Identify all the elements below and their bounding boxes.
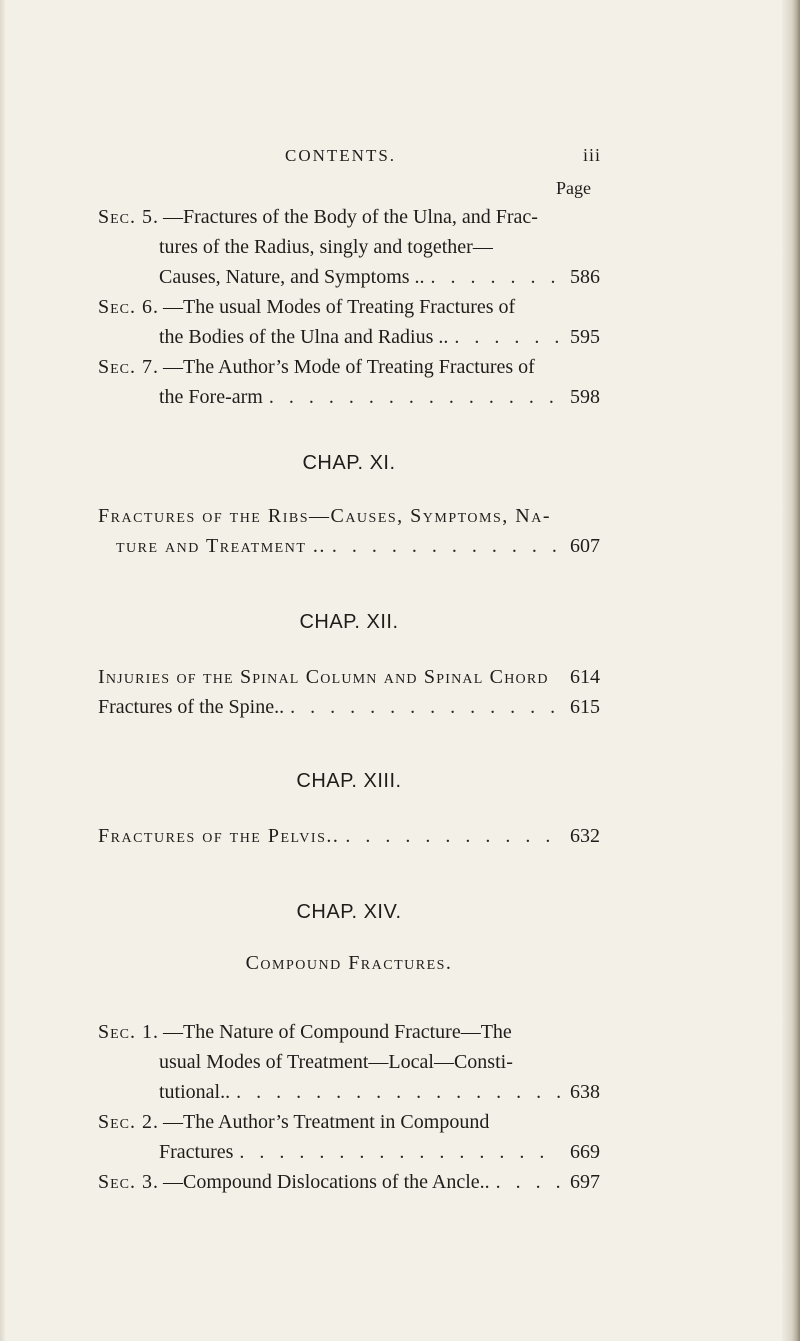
chapter-13 [98, 770, 600, 851]
page-number: 586 [570, 266, 600, 288]
entry-text: ture and Treatment .. [116, 535, 326, 557]
entry-text: —The Author’s Treatment in Compound [163, 1111, 490, 1133]
dot-leader [332, 531, 560, 561]
toc-entry-compound-sec-1 [98, 1017, 600, 1107]
running-title: CONTENTS. [285, 146, 397, 165]
page-edge-left [0, 0, 6, 1341]
dot-leader [269, 382, 560, 412]
dot-leader [236, 1077, 560, 1107]
toc-entry-sec-5 [98, 202, 600, 292]
dot-leader [454, 322, 560, 352]
entry-text: —The Author’s Mode of Treating Fractures of [163, 356, 535, 378]
entry-text: —The Nature of Compound Fracture—The [163, 1021, 512, 1043]
page-edge-right [782, 0, 800, 1341]
page-number: 669 [570, 1141, 600, 1163]
chapter-14 [98, 901, 600, 1197]
page-header [0, 146, 800, 176]
dot-leader [290, 692, 560, 722]
chapter-12 [98, 611, 600, 722]
page-number: 697 [570, 1171, 600, 1193]
section-label: Sec. 3. [98, 1171, 160, 1193]
chapter-11 [98, 452, 600, 561]
toc-entry-spine [98, 692, 600, 722]
table-of-contents [98, 202, 600, 1197]
chapter-subject: Compound Fractures. [245, 952, 453, 974]
entry-text: Fractures [159, 1141, 234, 1163]
section-label: Sec. 6. [98, 296, 160, 318]
entry-text: —Fractures of the Body of the Ulna, and Frac- [163, 206, 538, 228]
entry-text: Fractures of the Pelvis.. [98, 825, 340, 847]
entry-text: tures of the Radius, singly and together— [159, 236, 493, 258]
chapter-heading: CHAP. XI. [302, 452, 396, 474]
entry-text: —Compound Dislocations of the Ancle.. [163, 1171, 490, 1193]
page-number: 638 [570, 1081, 600, 1103]
entry-text: —The usual Modes of Treating Fractures of [163, 296, 516, 318]
entry-text: the Fore-arm [159, 386, 263, 408]
chapter-heading: CHAP. XIII. [296, 770, 402, 792]
toc-entry-spinal-column [98, 662, 600, 692]
dot-leader [345, 821, 560, 851]
page-number: 615 [570, 696, 600, 718]
page-number: 595 [570, 326, 600, 348]
section-label: Sec. 2. [98, 1111, 160, 1133]
page-number: 614 [570, 666, 600, 688]
toc-entry-compound-sec-3 [98, 1167, 600, 1197]
entry-text: tutional.. [159, 1081, 231, 1103]
entry-text: usual Modes of Treatment—Local—Consti- [159, 1051, 513, 1073]
dot-leader [496, 1167, 560, 1197]
entry-text: the Bodies of the Ulna and Radius .. [159, 326, 449, 348]
entry-text: Causes, Nature, and Symptoms .. [159, 266, 425, 288]
toc-entry-sec-7 [98, 352, 600, 412]
entry-text: Fractures of the Ribs—Causes, Symptoms, Na- [98, 505, 551, 527]
section-label: Sec. 1. [98, 1021, 160, 1043]
section-label: Sec. 7. [98, 356, 160, 378]
toc-entry-sec-6 [98, 292, 600, 352]
dot-leader [431, 262, 560, 292]
entry-text: Fractures of the Spine.. [98, 696, 285, 718]
page-number: 632 [570, 825, 600, 847]
dot-leader [239, 1137, 560, 1167]
toc-entry-compound-sec-2 [98, 1107, 600, 1167]
toc-entry-pelvis [98, 821, 600, 851]
chapter-heading: CHAP. XIV. [296, 901, 402, 923]
toc-entry-ribs [98, 501, 600, 561]
entry-text: Injuries of the Spinal Column and Spinal Chord [98, 666, 549, 688]
section-label: Sec. 5. [98, 206, 160, 228]
page-number: 607 [570, 535, 600, 557]
page-column-label: Page [556, 178, 591, 198]
chapter-heading: CHAP. XII. [299, 611, 399, 633]
folio-page-number: iii [583, 145, 602, 165]
page-number: 598 [570, 386, 600, 408]
